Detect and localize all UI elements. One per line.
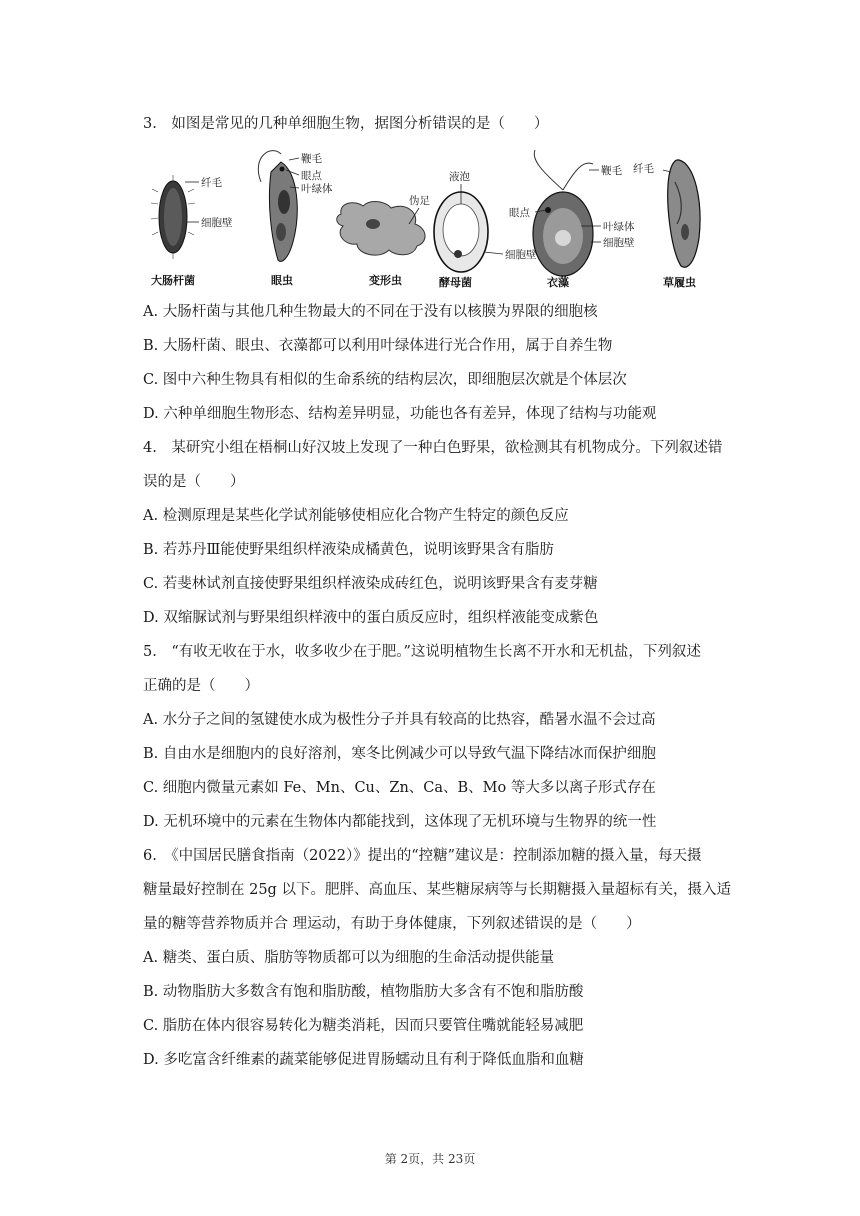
label-yeast-wall: 细胞壁 (505, 249, 537, 261)
label-chlamy-eyespot: 眼点 (509, 207, 530, 219)
amoeba-drawing (337, 202, 425, 256)
question-6-stem-line1: 6. 《中国居民膳食指南（2022）》提出的“控糖”建议是：控制添加糖的摄入量，每天摄 (143, 848, 702, 864)
label-chlamy-flagellum: 鞭毛 (601, 165, 622, 177)
question-5-stem-line2: 正确的是（ ） (143, 678, 259, 694)
question-4-stem-line1: 4. 某研究小组在梧桐山好汉坡上发现了一种白色野果，欲检测其有机物成分。下列叙述错 (143, 440, 723, 456)
label-euglena-chloroplast: 叶绿体 (301, 183, 333, 195)
label-ecoli-wall: 细胞壁 (201, 217, 233, 229)
name-paramecium: 草履虫 (663, 276, 696, 289)
name-ecoli: 大肠杆菌 (151, 274, 195, 287)
q6-option-b: B. 动物脂肪大多数含有饱和脂肪酸，植物脂肪大多含有不饱和脂肪酸 (143, 984, 584, 1000)
label-chlamy-wall: 细胞壁 (603, 237, 635, 249)
question-5-stem-line1: 5. “有收无收在于水，收多收少在于肥。”这说明植物生长离不开水和无机盐，下列叙述 (143, 644, 701, 660)
name-yeast: 酵母菌 (439, 276, 472, 289)
question-6-stem-line3: 量的糖等营养物质并合 理运动，有助于身体健康，下列叙述错误的是（ ） (143, 916, 641, 932)
q3-option-d: D. 六种单细胞生物形态、结构差异明显，功能也各有差异，体现了结构与功能观 (143, 406, 657, 422)
q4-option-a: A. 检测原理是某些化学试剂能够使相应化合物产生特定的颜色反应 (143, 508, 569, 524)
q3-option-a: A. 大肠杆菌与其他几种生物最大的不同在于没有以核膜为界限的细胞核 (143, 304, 598, 320)
question-6-stem-line2: 糖量最好控制在 25g 以下。肥胖、高血压、某些糖尿病等与长期糖摄入量超标有关，摄入适 (143, 882, 731, 898)
q5-option-d: D. 无机环境中的元素在生物体内都能找到，这体现了无机环境与生物界的统一性 (143, 814, 657, 830)
name-chlamydomonas: 衣藻 (547, 276, 569, 289)
label-euglena-eyespot: 眼点 (301, 170, 322, 182)
q5-option-a: A. 水分子之间的氢键使水成为极性分子并具有较高的比热容，酷暑水温不会过高 (143, 712, 656, 728)
name-amoeba: 变形虫 (369, 274, 402, 287)
paramecium-drawing (663, 160, 700, 267)
label-euglena-flagellum: 鞭毛 (301, 153, 322, 165)
label-amoeba-pseudopod: 伪足 (409, 195, 430, 207)
label-yeast-vacuole: 液泡 (449, 171, 470, 183)
q5-option-c: C. 细胞内微量元素如 Fe、Mn、Cu、Zn、Ca、B、Mo 等大多以离子形式存在 (143, 780, 656, 796)
q3-option-b: B. 大肠杆菌、眼虫、衣藻都可以利用叶绿体进行光合作用，属于自养生物 (143, 338, 613, 354)
chlamydomonas-drawing (533, 150, 601, 276)
q4-option-c: C. 若斐林试剂直接使野果组织样液染成砖红色，说明该野果含有麦芽糖 (143, 576, 598, 592)
yeast-drawing (434, 184, 503, 272)
ecoli-drawing (151, 175, 199, 259)
unicellular-organisms-figure (143, 142, 709, 292)
label-paramecium-cilia: 纤毛 (633, 163, 654, 175)
figure-svg (143, 142, 709, 292)
question-4-stem-line2: 误的是（ ） (143, 474, 245, 490)
question-3-stem: 3. 如图是常见的几种单细胞生物，据图分析错误的是（ ） (143, 116, 549, 132)
name-euglena: 眼虫 (271, 274, 293, 287)
q5-option-b: B. 自由水是细胞内的良好溶剂，寒冬比例减少可以导致气温下降结冰而保护细胞 (143, 746, 656, 762)
q3-option-c: C. 图中六种生物具有相似的生命系统的结构层次，即细胞层次就是个体层次 (143, 372, 627, 388)
euglena-drawing (258, 151, 299, 262)
q4-option-d: D. 双缩脲试剂与野果组织样液中的蛋白质反应时，组织样液能变成紫色 (143, 610, 599, 626)
label-ecoli-cilia: 纤毛 (201, 177, 222, 189)
q6-option-a: A. 糖类、蛋白质、脂肪等物质都可以为细胞的生命活动提供能量 (143, 950, 555, 966)
q6-option-d: D. 多吃富含纤维素的蔬菜能够促进胃肠蠕动且有利于降低血脂和血糖 (143, 1052, 584, 1068)
q4-option-b: B. 若苏丹Ⅲ能使野果组织样液染成橘黄色，说明该野果含有脂肪 (143, 542, 554, 558)
q6-option-c: C. 脂肪在体内很容易转化为糖类消耗，因而只要管住嘴就能轻易减肥 (143, 1018, 584, 1034)
label-chlamy-chloroplast: 叶绿体 (603, 221, 635, 233)
page-footer: 第 2页，共 23页 (384, 1152, 476, 1166)
